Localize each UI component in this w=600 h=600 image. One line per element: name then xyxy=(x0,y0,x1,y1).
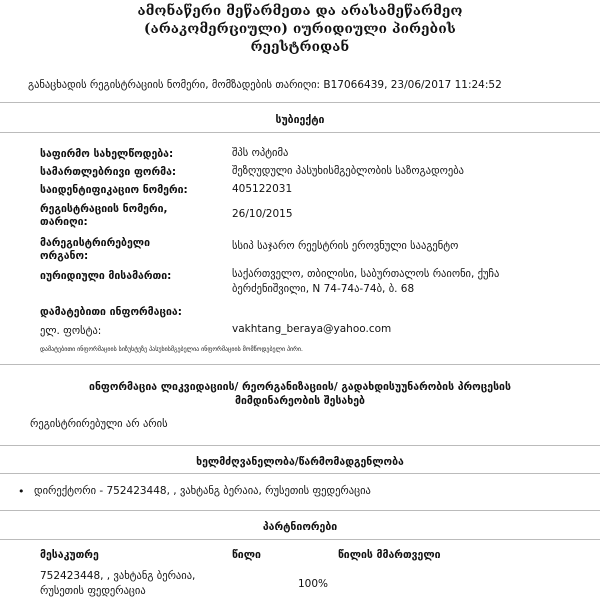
id-number-label: საიდენტიფიკაციო ნომერი: xyxy=(40,184,188,196)
email-label: ელ. ფოსტა: xyxy=(40,325,102,337)
request-info-line: განაცხადის რეგისტრაციის ნომერი, მომზადების თარიღი: B17066439, 23/06/2017 11:24:52 xyxy=(28,79,502,91)
legal-address-value: საქართველო, თბილისი, საბურთალოს რაიონი, ქუჩა ბერძენიშვილი, N 74-74ა-74ბ, ბ. 68 xyxy=(232,268,500,295)
title-line-2: (არაკომერციული) იურიდიული პირების xyxy=(144,21,456,37)
registrar-label: მარეგისტრირებელი ორგანო: xyxy=(40,237,150,262)
partners-heading: პარტნიორები xyxy=(262,521,338,533)
divider xyxy=(0,510,600,511)
divider xyxy=(0,102,600,103)
divider xyxy=(0,132,600,133)
disclaimer-text: დამატებითი ინფორმაციის სიზუსტეზე პასუხისმგებელია ინფორმაციის მომწოდებელი პირი. xyxy=(40,346,303,353)
registrar-value: სსიპ საჯარო რეესტრის ეროვნული სააგენტო xyxy=(232,240,459,252)
liquidation-heading-line-1: ინფორმაცია ლიკვიდაციის/ რეორგანიზაციის/ გადახდისუუნარობის პროცესის xyxy=(89,381,511,393)
column-header-owner: მესაკუთრე xyxy=(40,549,99,561)
column-header-share: წილი xyxy=(232,549,261,561)
partner-owner-cell: 752423448, , ვახტანგ ბერაია, რუსეთის ფედერაცია xyxy=(40,570,196,597)
document-title xyxy=(0,2,600,56)
subject-heading: სუბიექტი xyxy=(275,114,325,126)
firm-name-label: საფირმო სახელწოდება: xyxy=(40,148,174,160)
registration-value: 26/10/2015 xyxy=(232,208,293,220)
divider xyxy=(0,473,600,474)
liquidation-heading xyxy=(0,380,600,408)
divider xyxy=(0,539,600,540)
divider xyxy=(0,445,600,446)
liquidation-status: რეგისტრირებული არ არის xyxy=(30,418,168,430)
legal-form-value: შეზღუდული პასუხისმგებლობის საზოგადოება xyxy=(232,165,465,177)
management-item: დირექტორი - 752423448, , ვახტანგ ბერაია, რუსეთის ფედერაცია xyxy=(34,485,371,497)
partner-share-cell: 100% xyxy=(298,578,329,590)
title-line-1: ამონაწერი მეწარმეთა და არასამეწარმეო xyxy=(137,3,463,19)
registration-label: რეგისტრაციის ნომერი, თარიღი: xyxy=(40,203,168,228)
liquidation-heading-line-2: მიმდინარეობის შესახებ xyxy=(235,395,365,407)
id-number-value: 405122031 xyxy=(232,183,293,195)
legal-form-label: სამართლებრივი ფორმა: xyxy=(40,166,177,178)
email-value: vakhtang_beraya@yahoo.com xyxy=(232,323,392,335)
list-bullet: • xyxy=(18,485,25,498)
management-heading: ხელმძღვანელობა/წარმომადგენლობა xyxy=(196,456,404,468)
divider xyxy=(0,364,600,365)
firm-name-value: შპს ოპტიმა xyxy=(232,147,289,159)
title-line-3: რეესტრიდან xyxy=(250,39,350,55)
legal-address-label: იურიდიული მისამართი: xyxy=(40,270,172,282)
additional-info-label: დამატებითი ინფორმაცია: xyxy=(40,306,182,318)
column-header-share-manager: წილის მმართველი xyxy=(338,549,441,561)
